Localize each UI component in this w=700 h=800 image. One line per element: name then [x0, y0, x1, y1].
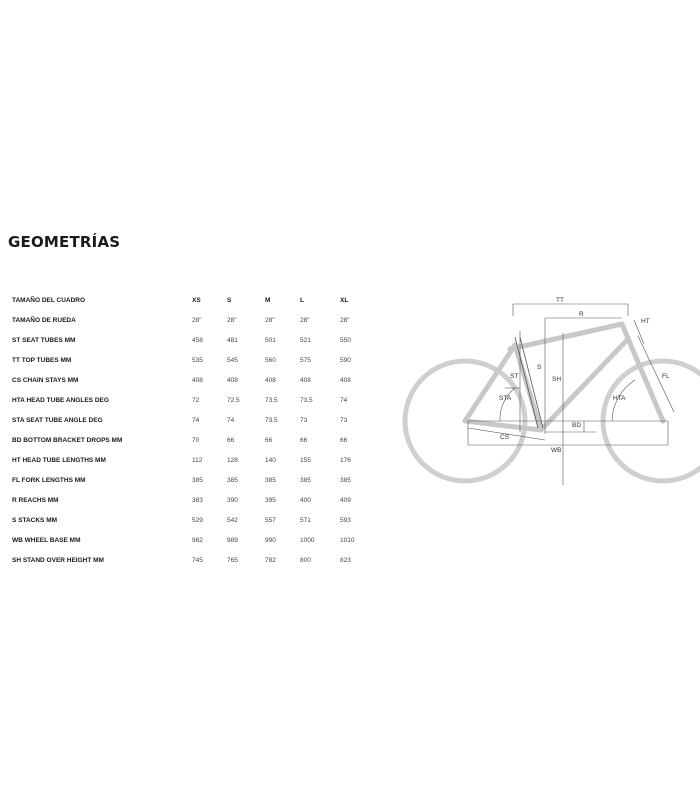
row-label: R REACHS MM [12, 496, 59, 504]
cell-value: 408 [340, 376, 351, 384]
cell-value: 989 [227, 536, 238, 544]
frame-geometry-diagram [400, 290, 700, 490]
cell-value: 535 [192, 356, 203, 364]
label-wb: WB [551, 447, 562, 454]
cell-value: 70 [192, 436, 200, 444]
row-label: CS CHAIN STAYS MM [12, 376, 79, 384]
cell-value: 481 [227, 336, 238, 344]
cell-value: 1010 [340, 536, 355, 544]
cell-value: 400 [300, 496, 311, 504]
row-label: TAMAÑO DE RUEDA [12, 316, 76, 324]
cell-value: 140 [265, 456, 276, 464]
cell-value: 73.5 [300, 396, 313, 404]
cell-value: 593 [340, 516, 351, 524]
cell-value: 557 [265, 516, 276, 524]
table-row [12, 430, 380, 450]
label-bd: BD [572, 422, 582, 429]
label-hta: HTA [613, 395, 626, 402]
cell-value: 390 [227, 496, 238, 504]
cell-value: 1000 [300, 536, 315, 544]
bike-frame [465, 324, 663, 430]
table-row [12, 410, 380, 430]
cell-value: 982 [192, 536, 203, 544]
label-ht: HT [641, 318, 650, 325]
cell-value: 66 [340, 436, 348, 444]
cell-value: 782 [265, 556, 276, 564]
cell-value: 408 [300, 376, 311, 384]
cell-value: 545 [227, 356, 238, 364]
table-row [12, 390, 380, 410]
page-title: GEOMETRÍAS [8, 233, 121, 251]
cell-value: 409 [340, 496, 351, 504]
size-header-xs: XS [192, 296, 201, 304]
cell-value: 73.5 [265, 396, 278, 404]
row-label: HT HEAD TUBE LENGTHS MM [12, 456, 106, 464]
size-header-xl: XL [340, 296, 349, 304]
cell-value: 72 [192, 396, 200, 404]
label-sh: SH [552, 376, 562, 383]
table-row [12, 490, 380, 510]
table-row [12, 470, 380, 490]
label-fl: FL [662, 373, 670, 380]
row-label: TT TOP TUBES MM [12, 356, 72, 364]
label-cs: CS [500, 434, 510, 441]
cell-value: 408 [265, 376, 276, 384]
label-tt: TT [556, 297, 564, 304]
cell-value: 575 [300, 356, 311, 364]
cell-value: 560 [265, 356, 276, 364]
cell-value: 458 [192, 336, 203, 344]
cell-value: 66 [300, 436, 308, 444]
table-row [12, 350, 380, 370]
table-row [12, 510, 380, 530]
cell-value: 72.5 [227, 396, 240, 404]
label-r: R [579, 311, 584, 318]
cell-value: 28" [300, 316, 310, 324]
cell-value: 128 [227, 456, 238, 464]
cell-value: 176 [340, 456, 351, 464]
geometry-table [12, 290, 380, 570]
table-row [12, 310, 380, 330]
size-header-m: M [265, 296, 271, 304]
cell-value: 74 [227, 416, 235, 424]
cell-value: 74 [192, 416, 200, 424]
cell-value: 66 [265, 436, 273, 444]
cell-value: 765 [227, 556, 238, 564]
cell-value: 28" [340, 316, 350, 324]
cell-value: 28" [192, 316, 202, 324]
row-label: STA SEAT TUBE ANGLE DEG [12, 416, 103, 424]
cell-value: 529 [192, 516, 203, 524]
cell-value: 73 [340, 416, 348, 424]
label-sta: STA [499, 395, 512, 402]
cell-value: 800 [300, 556, 311, 564]
cell-value: 745 [192, 556, 203, 564]
cell-value: 155 [300, 456, 311, 464]
cell-value: 66 [227, 436, 235, 444]
cell-value: 408 [227, 376, 238, 384]
table-row [12, 330, 380, 350]
row-label: HTA HEAD TUBE ANGLES DEG [12, 396, 109, 404]
cell-value: 501 [265, 336, 276, 344]
table-row [12, 550, 380, 570]
cell-value: 112 [192, 456, 203, 464]
cell-value: 385 [300, 476, 311, 484]
cell-value: 408 [192, 376, 203, 384]
cell-value: 383 [192, 496, 203, 504]
table-row [12, 450, 380, 470]
cell-value: 385 [265, 476, 276, 484]
cell-value: 590 [340, 356, 351, 364]
size-header-s: S [227, 296, 232, 304]
cell-value: 550 [340, 336, 351, 344]
row-label: WB WHEEL BASE MM [12, 536, 81, 544]
cell-value: 823 [340, 556, 351, 564]
cell-value: 521 [300, 336, 311, 344]
cell-value: 385 [227, 476, 238, 484]
cell-value: 385 [192, 476, 203, 484]
cell-value: 395 [265, 496, 276, 504]
cell-value: 73.5 [265, 416, 278, 424]
cell-value: 74 [340, 396, 348, 404]
cell-value: 990 [265, 536, 276, 544]
table-body [12, 310, 380, 570]
label-st: ST [510, 373, 519, 380]
row-label: S STACKS MM [12, 516, 58, 524]
cell-value: 28" [227, 316, 237, 324]
cell-value: 73 [300, 416, 308, 424]
cell-value: 571 [300, 516, 311, 524]
table-row [12, 370, 380, 390]
row-label: BD BOTTOM BRACKET DROPS MM [12, 436, 123, 444]
row-label: FL FORK LENGTHS MM [12, 476, 86, 484]
cell-value: 28" [265, 316, 275, 324]
row-label: SH STAND OVER HEIGHT MM [12, 556, 104, 564]
header-label: TAMAÑO DEL CUADRO [12, 296, 86, 304]
cell-value: 385 [340, 476, 351, 484]
table-header-row [12, 290, 380, 310]
label-s: S [537, 364, 542, 371]
cell-value: 542 [227, 516, 238, 524]
table-row [12, 530, 380, 550]
size-header-l: L [300, 296, 304, 304]
row-label: ST SEAT TUBES MM [12, 336, 76, 344]
